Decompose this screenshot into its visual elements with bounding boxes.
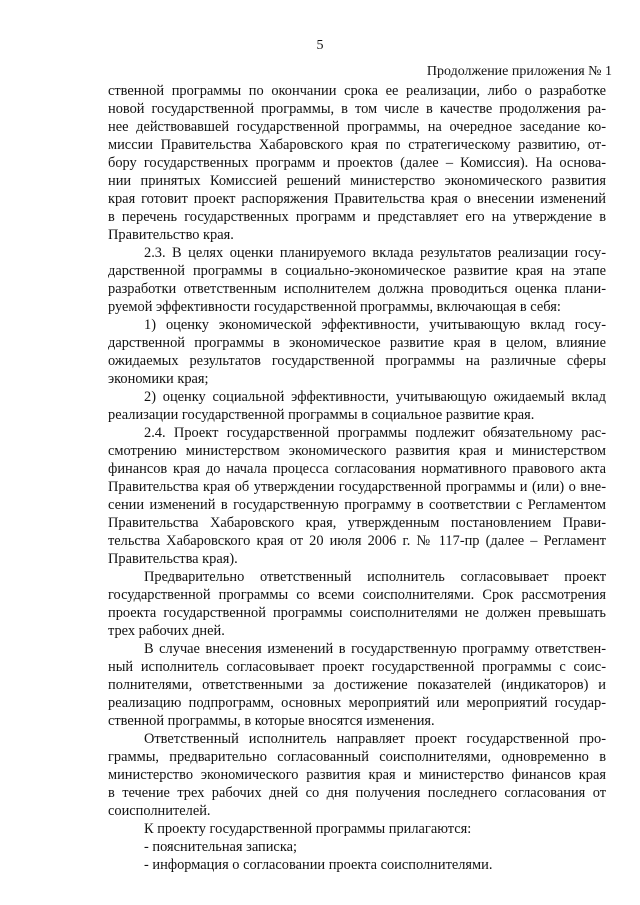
text-line: 2.3. В целях оценки планируемого вклада результатов реализации госу- [144, 245, 606, 261]
text-line: ственной программы, в которые вносятся изменения. [108, 713, 435, 729]
text-line: 2.4. Проект государственной программы подлежит обязательному рас- [144, 425, 606, 441]
paragraph [108, 316, 606, 388]
text-line: полнителями, ответственными за достижение показателей (индикаторов) и [108, 677, 606, 693]
text-line: нии принятых Комиссией решений министерство экономического развития [108, 173, 606, 189]
paragraph [108, 640, 606, 730]
text-line: новой государственной программы, в том числе в качестве продолжения ра- [108, 101, 606, 117]
text-line: в течение трех рабочих дней со дня получения последнего согласования от [108, 785, 606, 801]
text-line: - информация о согласовании проекта соисполнителями. [144, 857, 493, 873]
text-line: 2) оценку социальной эффективности, учитывающую ожидаемый вклад [144, 389, 606, 405]
text-line: проекта государственной программы соисполнителями не должен превышать [108, 605, 606, 621]
paragraph [108, 424, 606, 568]
paragraph [108, 388, 606, 424]
paragraph [108, 568, 606, 640]
text-line: государственной программы со всеми соисполнителями. Срок рассмотрения [108, 587, 606, 603]
text-line: реализацию подпрограмм, основных мероприятий или мероприятий государ- [108, 695, 606, 711]
text-line: бору государственных программ и проектов (далее – Комиссия). На основа- [108, 155, 606, 171]
paragraph [108, 838, 606, 856]
text-line: граммы, предварительно согласованный соисполнителями, одновременно в [108, 749, 606, 765]
text-line: - пояснительная записка; [144, 839, 297, 855]
paragraph [108, 82, 606, 244]
text-line: нее действовавшей государственной программы, на очередное заседание ко- [108, 119, 606, 135]
text-line: в перечень государственных программ и представляет его на утверждение в [108, 209, 606, 225]
text-line: финансов края до начала процесса согласования нормативного правового акта [108, 461, 606, 477]
text-line: соисполнителей. [108, 803, 211, 819]
paragraph [108, 856, 606, 874]
paragraph [108, 820, 606, 838]
text-line: К проекту государственной программы прилагаются: [144, 821, 472, 837]
text-line: ожидаемых результатов государственной программы на различные сферы [108, 353, 606, 369]
text-line: руемой эффективности государственной программы, включающая в себя: [108, 299, 561, 315]
text-line: ный исполнитель согласовывает проект государственной программы с соис- [108, 659, 606, 675]
text-line: ственной программы по окончании срока ее реализации, либо о разработке [108, 83, 606, 99]
text-line: 1) оценку экономической эффективности, учитывающую вклад госу- [144, 317, 606, 333]
text-line: Правительство края. [108, 227, 234, 243]
text-line: края готовит проект распоряжения Правительства края о внесении изменений [108, 191, 606, 207]
text-line: министерство экономического развития края и министерство финансов края [108, 767, 606, 783]
text-line: В случае внесения изменений в государственную программу ответствен- [144, 641, 606, 657]
text-line: Правительства края). [108, 551, 238, 567]
text-line: разработки ответственным исполнителем должна проводиться оценка плани- [108, 281, 606, 297]
paragraph [108, 244, 606, 316]
text-line: миссии Правительства Хабаровского края по стратегическому развитию, от- [108, 137, 606, 153]
page-number: 5 [316, 38, 324, 53]
text-line: дарственной программы в экономическое развитие края в целом, влияние [108, 335, 606, 351]
text-line: Предварительно ответственный исполнитель согласовывает проект [144, 569, 606, 585]
appendix-note: Продолжение приложения № 1 [426, 64, 612, 79]
text-line: тельства Хабаровского края от 20 июля 2006 г. № 117-пр (далее – Регламент [108, 533, 606, 549]
text-line: дарственной программы в социально-экономическое развитие края на этапе [108, 263, 606, 279]
paragraph [108, 730, 606, 820]
text-line: реализации государственной программы в социальное развитие края. [108, 407, 535, 423]
text-line: сении изменений в государственную программу в соответствии с Регламентом [108, 497, 606, 513]
text-line: трех рабочих дней. [108, 623, 225, 639]
document-body [108, 82, 606, 874]
text-line: Ответственный исполнитель направляет проект государственной про- [144, 731, 606, 747]
text-line: Правительства края об утверждении государственной программы и (или) о вне- [108, 479, 606, 495]
text-line: смотрению министерством экономического развития края и министерством [108, 443, 606, 459]
text-line: экономики края; [108, 371, 209, 387]
text-line: Правительства Хабаровского края, утвержденным постановлением Прави- [108, 515, 606, 531]
